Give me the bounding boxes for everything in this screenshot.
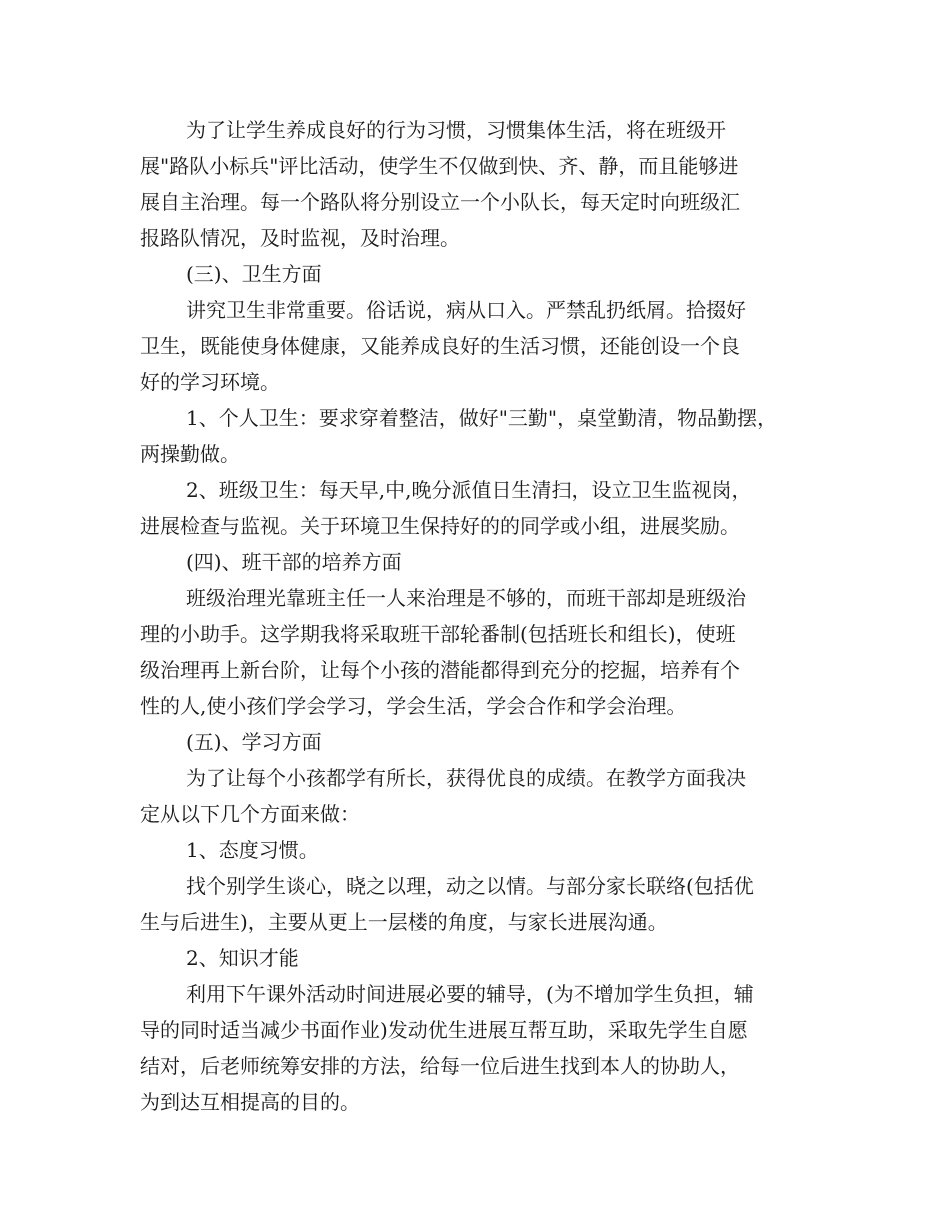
text-line: 讲究卫生非常重要。俗话说，病从口入。严禁乱扔纸屑。拾掇好	[186, 298, 746, 322]
document-body	[140, 112, 824, 1120]
text-line: 1、个人卫生：要求穿着整洁，做好"三勤"，桌堂勤清，物品勤摆，	[186, 406, 778, 430]
text-line: (三)、卫生方面	[186, 262, 322, 286]
text-line: 利用下午课外活动时间进展必要的辅导，(为不增加学生负担，辅	[186, 982, 754, 1006]
text-line: 好的学习环境。	[140, 370, 280, 394]
text-line: 为到达互相提高的目的。	[140, 1090, 360, 1114]
text-line: 导的同时适当减少书面作业)发动优生进展互帮互助，采取先学生自愿	[140, 1018, 748, 1042]
text-line: 找个别学生谈心，晓之以理，动之以情。与部分家长联络(包括优	[186, 874, 754, 898]
text-line: 为了让每个小孩都学有所长，获得优良的成绩。在教学方面我决	[186, 766, 746, 790]
text-line: 性的人,使小孩们学会学习，学会生活，学会合作和学会治理。	[140, 694, 687, 718]
text-line: 理的小助手。这学期我将采取班干部轮番制(包括班长和组长)，使班	[140, 622, 736, 646]
text-line: 班级治理光靠班主任一人来治理是不够的，而班干部却是班级治	[186, 586, 746, 610]
text-line: 级治理再上新台阶，让每个小孩的潜能都得到充分的挖掘，培养有个	[140, 658, 740, 682]
text-line: 2、知识才能	[186, 946, 299, 970]
text-line: (五)、学习方面	[186, 730, 322, 754]
text-line: 展自主治理。每一个路队将分别设立一个小队长，每天定时向班级汇	[140, 190, 740, 214]
text-line: 结对，后老师统筹安排的方法，给每一位后进生找到本人的协助人，	[140, 1054, 740, 1078]
text-line: 2、班级卫生：每天早,中,晚分派值日生清扫，设立卫生监视岗，	[186, 478, 752, 502]
text-line: 生与后进生)，主要从更上一层楼的角度，与家长进展沟通。	[140, 910, 668, 934]
text-line: 为了让学生养成良好的行为习惯，习惯集体生活，将在班级开	[186, 118, 726, 142]
text-line: 展"路队小标兵"评比活动，使学生不仅做到快、齐、静，而且能够进	[140, 154, 739, 178]
text-line: 1、态度习惯。	[186, 838, 319, 862]
text-line: (四)、班干部的培养方面	[186, 550, 402, 574]
text-line: 定从以下几个方面来做：	[140, 802, 360, 826]
text-line: 进展检查与监视。关于环境卫生保持好的的同学或小组，进展奖励。	[140, 514, 740, 538]
text-line: 卫生，既能使身体健康，又能养成良好的生活习惯，还能创设一个良	[140, 334, 740, 358]
text-line: 两操勤做。	[140, 442, 240, 466]
text-line: 报路队情况，及时监视，及时治理。	[140, 226, 460, 250]
